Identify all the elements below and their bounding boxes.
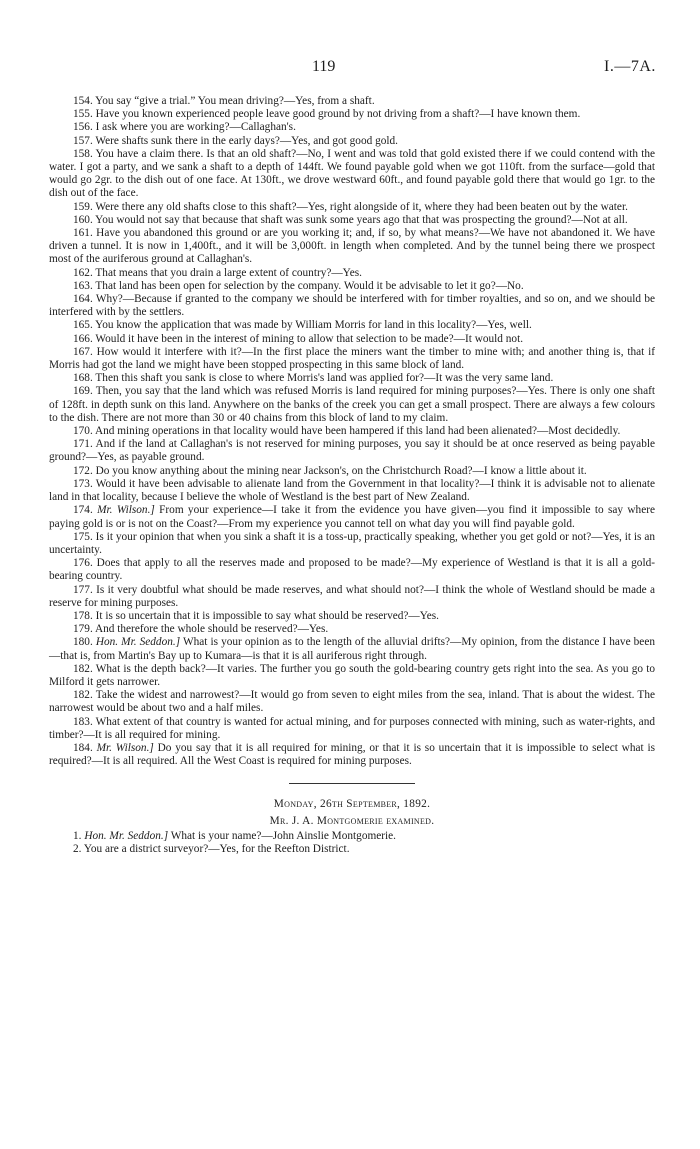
paragraph-text: 182. What is the depth back?—It varies. The further you go south the gold-bearing country gets right into the sea. As you go to Milford it gets narrower. [49, 662, 655, 688]
qa-paragraph [49, 584, 655, 610]
document-body [49, 95, 655, 856]
section-divider [289, 783, 415, 784]
paragraph-text: From your experience—I take it from the evidence you have given—you find it impossible to say where paying gold is or is not on the Coast?—From my experience you cannot tell on what day you will find payable gold. [49, 504, 655, 530]
paragraph-text: 2. You are a district surveyor?—Yes, for the Reefton District. [73, 842, 350, 855]
qa-paragraph [49, 689, 655, 715]
qa-paragraph [49, 135, 655, 148]
paragraph-text: 171. And if the land at Callaghan's is not reserved for mining purposes, you say it should be at once reserved as being payable ground?—Yes, as payable ground. [49, 438, 655, 464]
speaker-name: Hon. Mr. Seddon.] [95, 636, 181, 649]
qa-paragraph [49, 663, 655, 689]
paragraph-text: 156. I ask where you are working?—Callaghan's. [73, 121, 296, 134]
qa-paragraph [49, 843, 655, 856]
qa-paragraph [49, 504, 655, 530]
question-number: 184. [73, 741, 93, 754]
paragraph-text: 157. Were shafts sunk there in the early days?—Yes, and got good gold. [73, 134, 398, 147]
paragraph-text: 183. What extent of that country is wanted for actual mining, and for purposes connected with mining, such as water-rights, and timber?—It is all required for mining. [49, 715, 655, 741]
qa-paragraph [49, 148, 655, 201]
qa-paragraph [49, 425, 655, 438]
qa-paragraph [49, 214, 655, 227]
qa-paragraph [49, 346, 655, 372]
paragraph-text: 162. That means that you drain a large extent of country?—Yes. [73, 266, 362, 279]
qa-paragraph [49, 121, 655, 134]
paragraph-text: 175. Is it your opinion that when you sink a shaft it is a toss-up, practically speaking, whether you get gold or not?—Yes, it is an uncertainty. [49, 530, 655, 556]
paragraph-text: 170. And mining operations in that locality would have been hampered if this land had been alienated?—Most decidedly. [73, 425, 621, 438]
qa-paragraph [49, 280, 655, 293]
speaker-name: Mr. Wilson.] [97, 504, 155, 517]
qa-paragraph [49, 465, 655, 478]
qa-paragraph [49, 742, 655, 768]
paragraph-text: 165. You know the application that was made by William Morris for land in this locality?—Yes, well. [73, 319, 532, 332]
qa-paragraph [49, 385, 655, 425]
speaker-name: Hon. Mr. Seddon.] [84, 829, 169, 842]
qa-paragraph [49, 201, 655, 214]
paragraph-text: 173. Would it have been advisable to alienate land from the Government in that locality?—I think it is advisable not to alienate land in that locality, because I believe the whole of Westland is the best part of New Zealand. [49, 477, 655, 504]
qa-paragraph [49, 531, 655, 557]
qa-paragraph [49, 372, 655, 385]
paragraph-text: 155. Have you known experienced people leave good ground by not driving from a shaft?—I have known them. [73, 108, 581, 121]
evidence-section-1 [49, 95, 655, 768]
qa-paragraph [49, 830, 655, 843]
paragraph-text: What is your name?—John Ainslie Montgomerie. [170, 829, 397, 842]
paragraph-text: 178. It is so uncertain that it is impossible to say what should be reserved?—Yes. [73, 609, 439, 622]
paragraph-text: 158. You have a claim there. Is that an old shaft?—No, I went and was told that gold existed there if we could contend with the water. I got a party, and we sank a shaft to a depth of 144ft. We found payable gold when we got 110ft. from the surface—gold that would go 2gr. to the dish out of one face. At 130ft., we drove westward 60ft., and found payable gold there that would go 1gr. to the dish out of the face. [49, 147, 655, 200]
qa-paragraph [49, 478, 655, 504]
qa-paragraph [49, 293, 655, 319]
paragraph-text: 169. Then, you say that the land which was refused Morris is land required for mining purposes?—Yes. There is only one shaft of 128ft. in depth sunk on this land. Anywhere on the banks of the creek you can get a small prospect. There are always a few colours to the dish. There are not more than 30 or 40 chains from this block of land to my claim. [49, 385, 655, 424]
speaker-name: Mr. Wilson.] [96, 741, 154, 754]
paragraph-text: 160. You would not say that because that shaft was sunk some years ago that that was prospecting the ground?—Not at all. [73, 213, 628, 226]
qa-paragraph [49, 319, 655, 332]
paragraph-text: Do you say that it is all required for mining, or that it is so uncertain that it is impossible to select what is required?—It is all required. All the West Coast is required for mining purposes. [49, 741, 655, 768]
paragraph-text: 154. You say “give a trial.” You mean driving?—Yes, from a shaft. [73, 95, 375, 107]
qa-paragraph [49, 438, 655, 464]
paragraph-text: 172. Do you know anything about the mining near Jackson's, on the Christchurch Road?—I know a little about it. [73, 464, 587, 477]
qa-paragraph [49, 636, 655, 662]
qa-paragraph [49, 610, 655, 623]
qa-paragraph [49, 108, 655, 121]
session-date: Monday, 26th September, 1892. [273, 798, 431, 811]
question-number: 1. [73, 829, 82, 842]
paragraph-text: 164. Why?—Because if granted to the company we should be interfered with for timber royalties, and so on, and we should be interfered with by the settlers. [49, 293, 655, 319]
paragraph-text: 182. Take the widest and narrowest?—It would go from seven to eight miles from the sea, inland. That is about the widest. The narrowest would be about two and a half miles. [49, 689, 655, 715]
witness-heading: Mr. J. A. Montgomerie examined. [269, 814, 435, 827]
qa-paragraph [49, 267, 655, 280]
page-header [0, 60, 700, 80]
qa-paragraph [49, 333, 655, 346]
paragraph-text: 177. Is it very doubtful what should be made reserves, and what should not?—I think the whole of Westland should be made a reserve for mining purposes. [49, 583, 655, 609]
paragraph-text: 168. Then this shaft you sank is close to where Morris's land was applied for?—It was the very same land. [73, 372, 554, 385]
paragraph-text: 161. Have you abandoned this ground or are you working it; and, if so, by what means?—We have not abandoned it. We have driven a tunnel. It is now in 1,400ft., and it will be 3,000ft. in length when completed. And by the tunnel being there we prospect most of the auriferous ground at Callaghan's. [49, 227, 655, 266]
qa-paragraph [49, 557, 655, 583]
paragraph-text: 159. Were there any old shafts close to this shaft?—Yes, right alongside of it, where they had been beaten out by the water. [73, 200, 628, 213]
evidence-section-2 [49, 830, 655, 856]
question-number: 174. [73, 504, 93, 517]
document-reference: I.—7A. [604, 58, 656, 75]
paragraph-text: 163. That land has been open for selection by the company. Would it be advisable to let it go?—No. [73, 279, 524, 292]
page-number: 119 [312, 58, 336, 75]
qa-paragraph [49, 227, 655, 267]
qa-paragraph [49, 95, 655, 108]
paragraph-text: 167. How would it interfere with it?—In the first place the miners want the timber to mine with; and another thing is, that if Morris had got the land we might have been stopped prospecting in this same block of land. [49, 345, 655, 372]
paragraph-text: What is your opinion as to the length of the alluvial drifts?—My opinion, from the distance I have been—that is, from Martin's Bay up to Kumara—is that it is all auriferous right through. [49, 636, 655, 662]
qa-paragraph [49, 716, 655, 742]
paragraph-text: 176. Does that apply to all the reserves made and proposed to be made?—My experience of Westland is that it is all a gold-bearing country. [49, 557, 655, 583]
paragraph-text: 166. Would it have been in the interest of mining to allow that selection to be made?—It would not. [73, 332, 524, 345]
paragraph-text: 179. And therefore the whole should be reserved?—Yes. [73, 623, 329, 636]
question-number: 180. [73, 636, 93, 649]
qa-paragraph [49, 623, 655, 636]
